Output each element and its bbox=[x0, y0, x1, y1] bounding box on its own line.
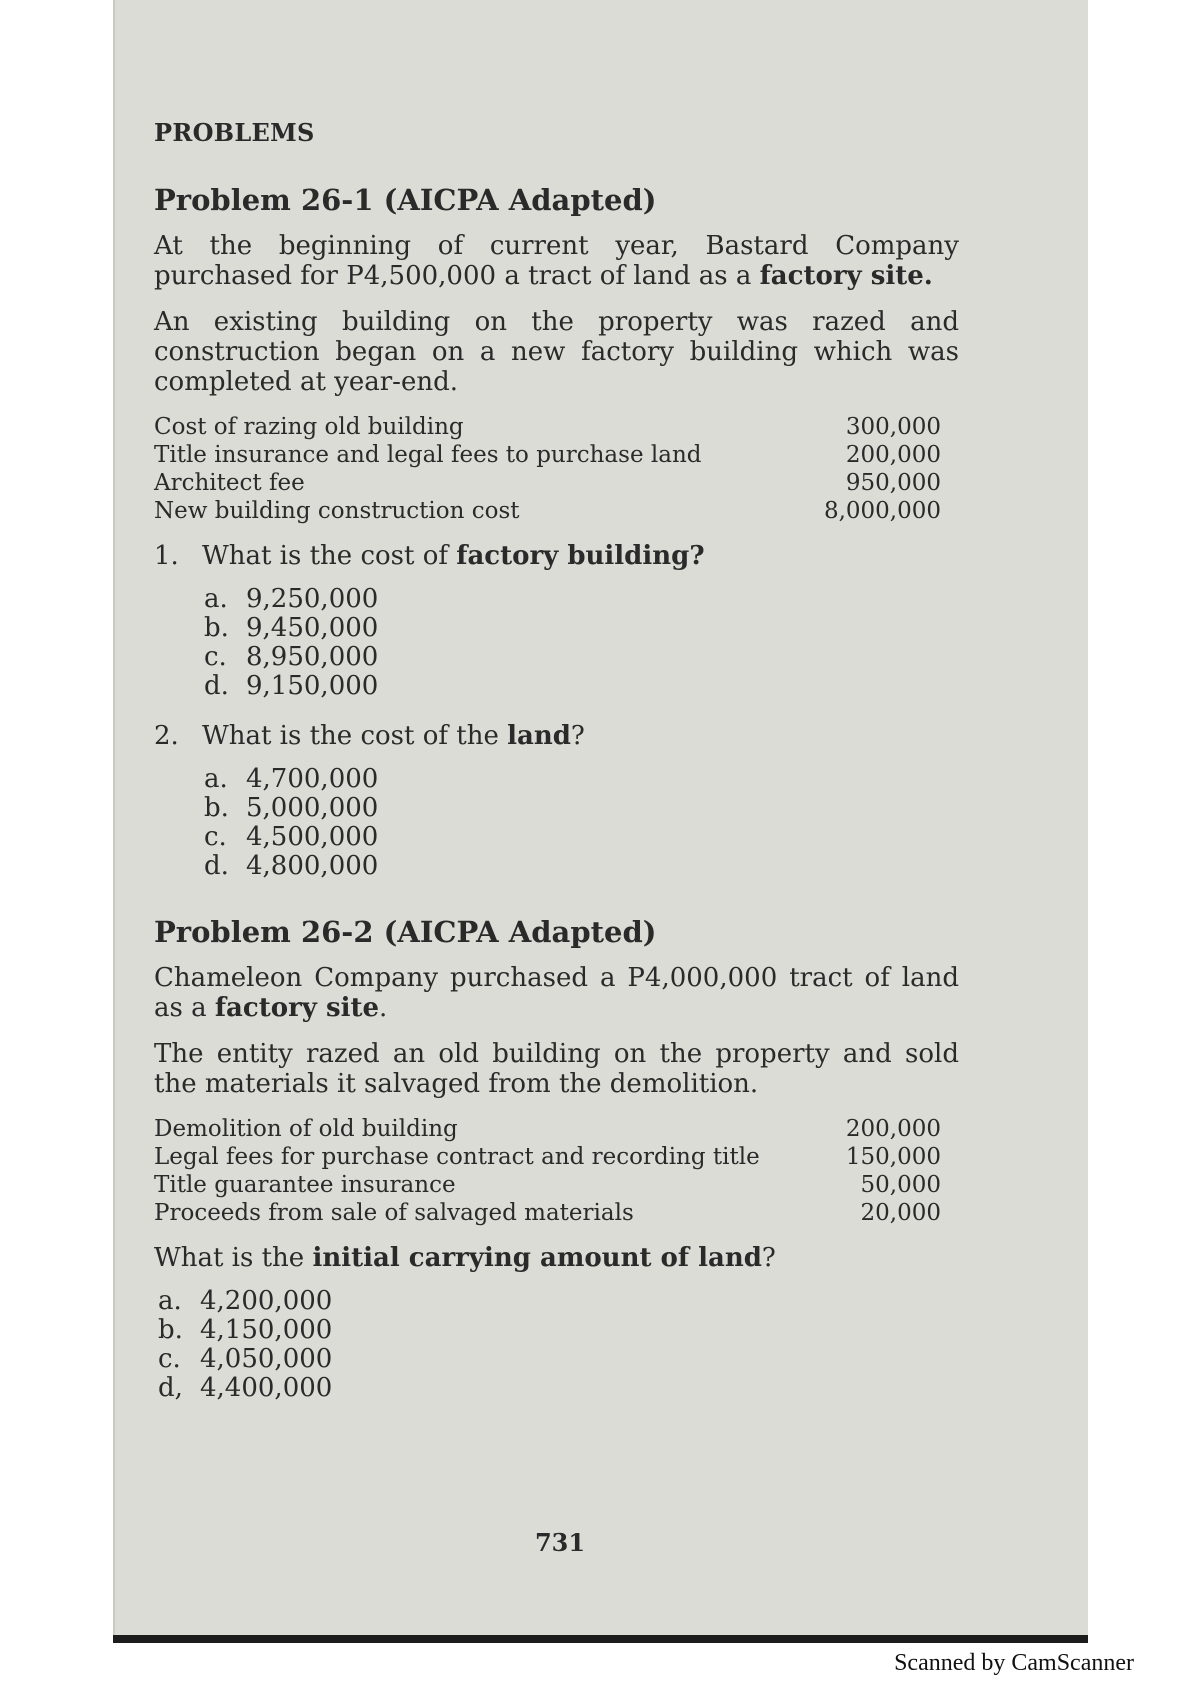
choice-value: 4,050,000 bbox=[200, 1344, 333, 1374]
question-text-bold: factory building? bbox=[456, 541, 705, 571]
choice-letter: d, bbox=[158, 1373, 183, 1403]
cost-row bbox=[154, 1115, 959, 1143]
choice-letter: a. bbox=[158, 1286, 182, 1316]
cost-row bbox=[154, 469, 959, 497]
problem-26-2-choices bbox=[158, 1287, 959, 1403]
question-number: 1. bbox=[154, 541, 179, 571]
choice-letter: c. bbox=[204, 822, 227, 852]
cost-amount: 8,000,000 bbox=[823, 498, 941, 524]
question-text-plain: What is the bbox=[154, 1243, 313, 1273]
choice-a bbox=[204, 765, 959, 794]
problem-26-1-title: Problem 26-1 (AICPA Adapted) bbox=[154, 183, 657, 217]
question-text-bold: initial carrying amount of land bbox=[312, 1243, 762, 1273]
choice-letter: a. bbox=[204, 764, 228, 794]
question-text bbox=[202, 541, 705, 571]
cost-amount: 950,000 bbox=[845, 470, 941, 496]
cost-row bbox=[154, 1143, 959, 1171]
page-content bbox=[154, 118, 959, 1423]
cost-amount: 200,000 bbox=[845, 1116, 941, 1142]
question-text-end: ? bbox=[761, 1243, 776, 1273]
choice-value: 4,200,000 bbox=[200, 1286, 333, 1316]
question-text bbox=[202, 721, 585, 751]
cost-row bbox=[154, 413, 959, 441]
cost-row bbox=[154, 497, 959, 525]
problem-26-2-title: Problem 26-2 (AICPA Adapted) bbox=[154, 915, 657, 949]
section-heading: PROBLEMS bbox=[154, 118, 315, 147]
cost-amount: 150,000 bbox=[845, 1144, 941, 1170]
choice-value: 8,950,000 bbox=[246, 642, 379, 672]
paragraph-text: Chameleon Company purchased a P4,000,000 tract of land as a bbox=[154, 963, 959, 1023]
choice-value: 9,250,000 bbox=[246, 584, 379, 614]
choice-letter: d. bbox=[204, 671, 229, 701]
question-text-plain: What is the cost of the bbox=[202, 721, 508, 751]
choice-value: 9,150,000 bbox=[246, 671, 379, 701]
paragraph-bold-text: factory site bbox=[214, 993, 380, 1023]
scanner-watermark: Scanned by CamScanner bbox=[894, 1650, 1134, 1676]
cost-label: New building construction cost bbox=[154, 498, 520, 524]
cost-label: Title guarantee insurance bbox=[154, 1172, 456, 1198]
problem-26-1-paragraph-1 bbox=[154, 231, 959, 291]
cost-row bbox=[154, 1171, 959, 1199]
cost-label: Legal fees for purchase contract and recording title bbox=[154, 1144, 760, 1170]
cost-label: Architect fee bbox=[154, 470, 305, 496]
question-text-end: ? bbox=[570, 721, 585, 751]
choice-value: 5,000,000 bbox=[246, 793, 379, 823]
choice-letter: b. bbox=[158, 1315, 183, 1345]
cost-label: Demolition of old building bbox=[154, 1116, 458, 1142]
page-shadow-band bbox=[113, 1635, 1088, 1643]
page-number: 731 bbox=[534, 1528, 586, 1557]
problem-26-2-question bbox=[154, 1243, 959, 1273]
choice-a bbox=[204, 585, 959, 614]
spacer bbox=[154, 901, 959, 915]
question-text bbox=[154, 1243, 776, 1273]
choice-c bbox=[204, 643, 959, 672]
choice-b bbox=[204, 614, 959, 643]
paragraph-text: At the beginning of current year, Bastard Company purchased for P4,500,000 a tract of land as a bbox=[154, 231, 959, 291]
choice-letter: b. bbox=[204, 613, 229, 643]
choice-a bbox=[158, 1287, 959, 1316]
problem-26-2-cost-list bbox=[154, 1115, 959, 1227]
choice-letter: a. bbox=[204, 584, 228, 614]
choice-value: 9,450,000 bbox=[246, 613, 379, 643]
question-2-choices bbox=[204, 765, 959, 881]
paragraph-bold-text: factory site. bbox=[759, 261, 933, 291]
choice-value: 4,700,000 bbox=[246, 764, 379, 794]
choice-b bbox=[158, 1316, 959, 1345]
choice-letter: b. bbox=[204, 793, 229, 823]
problem-26-1-paragraph-2: An existing building on the property was razed and construction began on a new factory building which was completed at year-end. bbox=[154, 307, 959, 397]
paragraph-text-end: . bbox=[379, 993, 388, 1023]
choice-letter: c. bbox=[204, 642, 227, 672]
cost-amount: 50,000 bbox=[860, 1172, 941, 1198]
problem-26-1-question-2 bbox=[154, 721, 959, 751]
cost-label: Proceeds from sale of salvaged materials bbox=[154, 1200, 634, 1226]
choice-c bbox=[158, 1345, 959, 1374]
problem-26-1-cost-list bbox=[154, 413, 959, 525]
cost-amount: 200,000 bbox=[845, 442, 941, 468]
choice-value: 4,400,000 bbox=[200, 1373, 333, 1403]
cost-amount: 300,000 bbox=[845, 414, 941, 440]
choice-d bbox=[158, 1374, 959, 1403]
cost-label: Cost of razing old building bbox=[154, 414, 464, 440]
problem-26-1-question-1 bbox=[154, 541, 959, 571]
choice-c bbox=[204, 823, 959, 852]
cost-row bbox=[154, 441, 959, 469]
question-number: 2. bbox=[154, 721, 179, 751]
choice-b bbox=[204, 794, 959, 823]
problem-26-2-paragraph-2: The entity razed an old building on the property and sold the materials it salvaged from the demolition. bbox=[154, 1039, 959, 1099]
question-1-choices bbox=[204, 585, 959, 701]
problem-26-2-paragraph-1 bbox=[154, 963, 959, 1023]
choice-value: 4,500,000 bbox=[246, 822, 379, 852]
choice-letter: c. bbox=[158, 1344, 181, 1374]
question-text-bold: land bbox=[507, 721, 571, 751]
choice-value: 4,800,000 bbox=[246, 851, 379, 881]
question-text-plain: What is the cost of bbox=[202, 541, 457, 571]
choice-value: 4,150,000 bbox=[200, 1315, 333, 1345]
cost-amount: 20,000 bbox=[860, 1200, 941, 1226]
cost-row bbox=[154, 1199, 959, 1227]
cost-label: Title insurance and legal fees to purchase land bbox=[154, 442, 702, 468]
choice-letter: d. bbox=[204, 851, 229, 881]
choice-d bbox=[204, 672, 959, 701]
choice-d bbox=[204, 852, 959, 881]
